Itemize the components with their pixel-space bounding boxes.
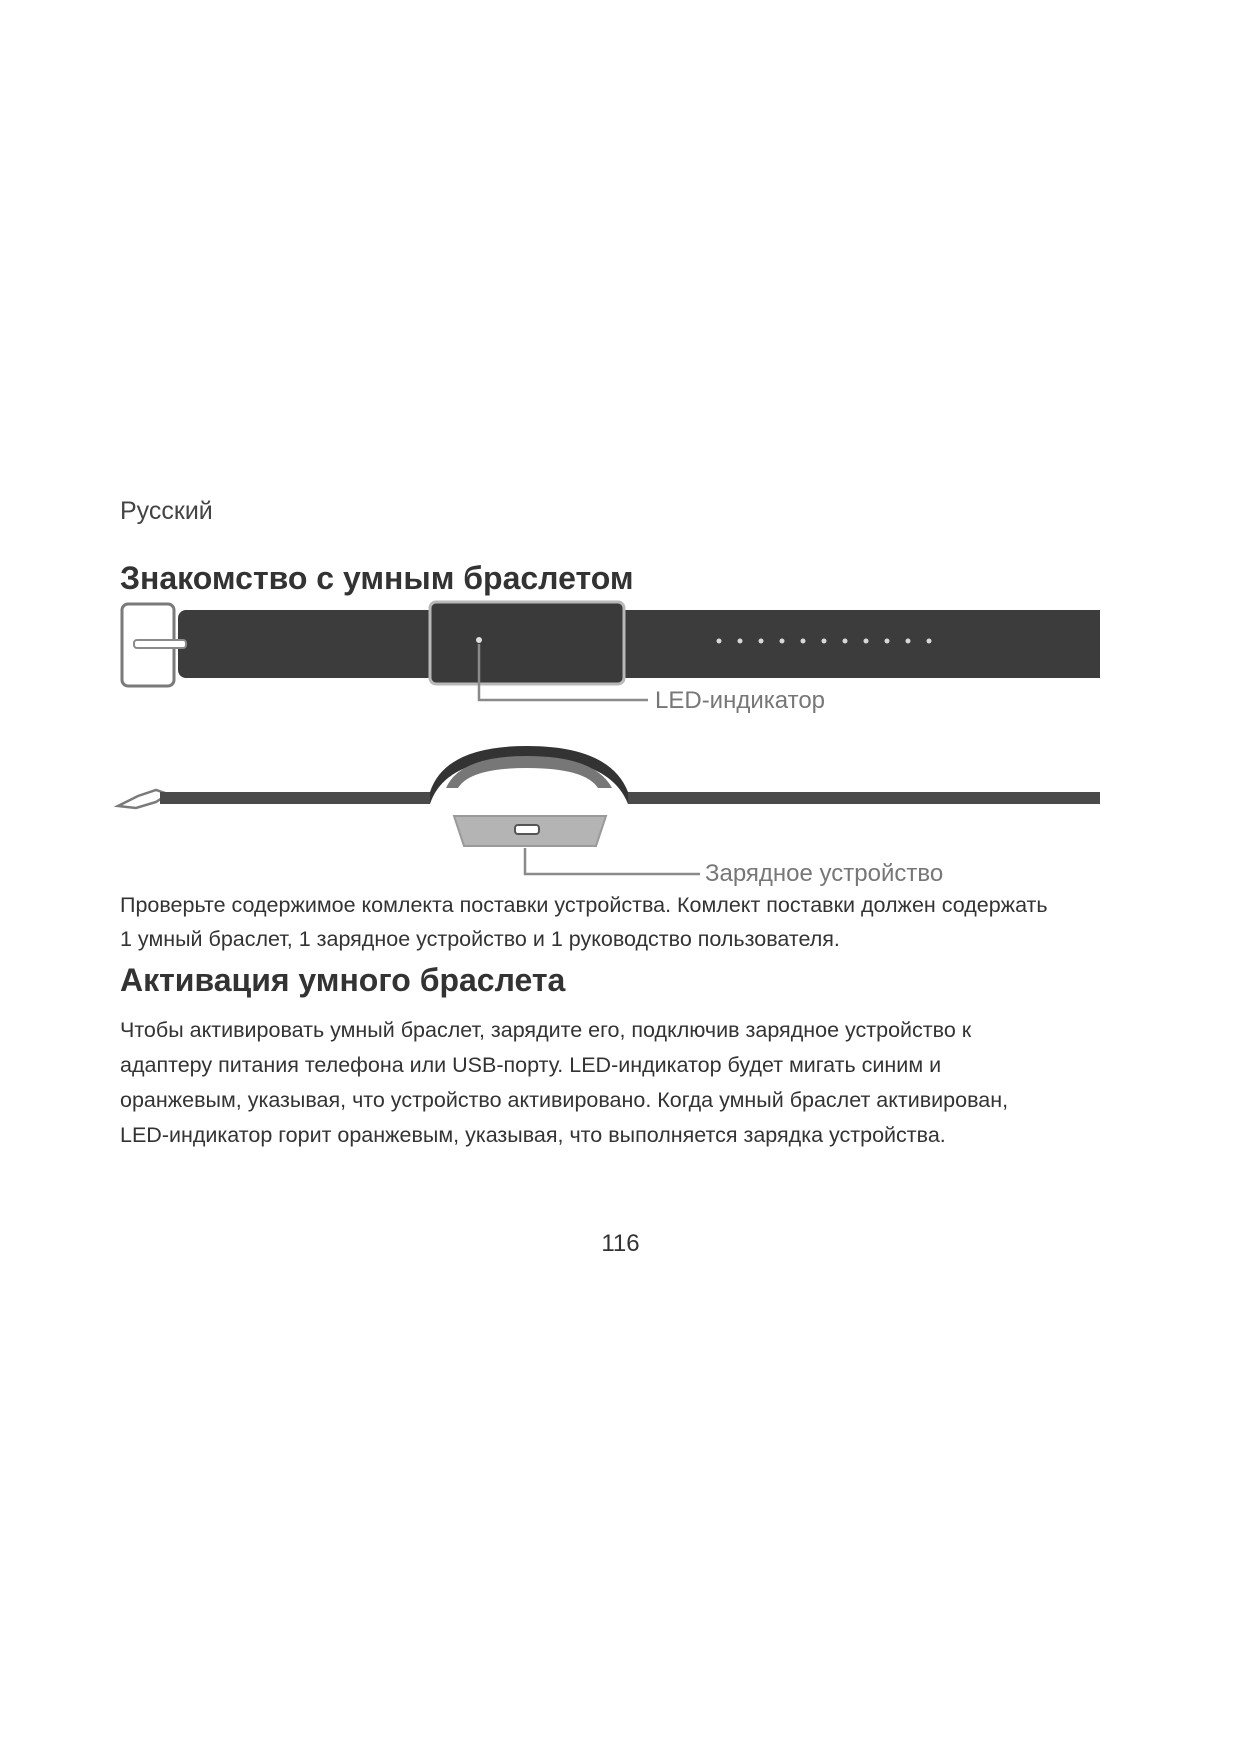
intro-line: 1 умный браслет, 1 зарядное устройство и 1 руководство пользователя. <box>120 927 840 951</box>
led-label: LED-индикатор <box>655 687 826 714</box>
intro-line: Проверьте содержимое комлекта поставки устройства. Комлект поставки должен содержать <box>120 893 1048 917</box>
page-number: 116 <box>601 1230 640 1257</box>
activation-line: LED-индикатор горит оранжевым, указывая, что выполняется зарядка устройства. <box>120 1123 946 1147</box>
heading-intro: Знакомство с умным браслетом <box>120 560 634 596</box>
activation-line: оранжевым, указывая, что устройство активировано. Когда умный браслет активирован, <box>120 1088 1009 1112</box>
led-dot <box>476 637 482 643</box>
activation-line: адаптеру питания телефона или USB-порту. LED-индикатор будет мигать синим и <box>120 1053 942 1077</box>
activation-paragraph <box>120 1013 1130 1153</box>
charger-icon <box>454 816 943 886</box>
charger-label: Зарядное устройство <box>705 860 944 886</box>
bracelet-top-view <box>122 602 1100 714</box>
bracelet-side-view <box>118 746 1100 808</box>
activation-line: Чтобы активировать умный браслет, зарядите его, подключив зарядное устройство к <box>120 1018 972 1042</box>
usb-port-icon <box>515 825 539 834</box>
bracelet-illustration <box>100 596 1100 886</box>
intro-paragraph <box>120 888 1130 956</box>
tracker-module <box>430 602 624 684</box>
language-label: Русский <box>120 497 213 525</box>
heading-activation: Активация умного браслета <box>120 962 566 998</box>
